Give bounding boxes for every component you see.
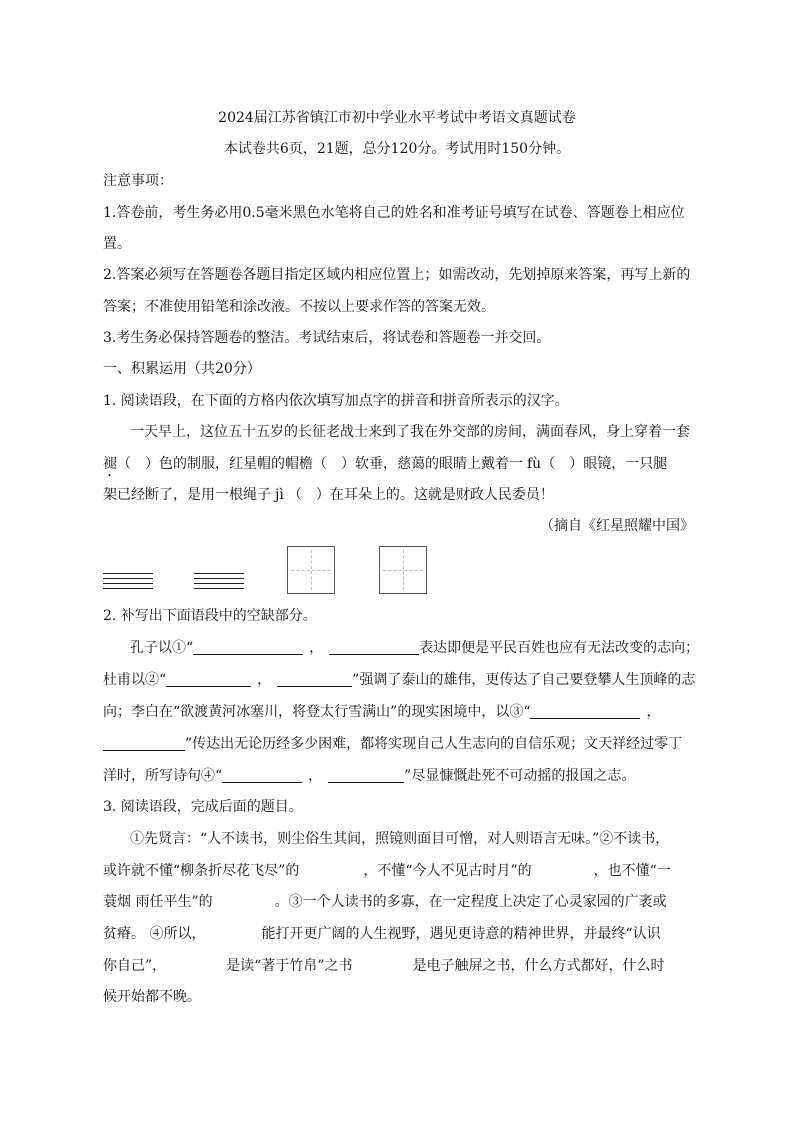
q2-line-4: ”传达出无论历经多少困难，都将实现自己人生志向的自信乐观；文天祥经过零丁 xyxy=(103,734,682,754)
character-grid-box-2[interactable] xyxy=(379,546,427,594)
q3-line-5: 你自己”， 是读“著于竹帛”之书 是电子触屏之书，什么方式都好，什么时 xyxy=(103,958,665,974)
q3-line-2: 或许就不懂“柳条折尽花飞尽”的 ，不懂“今人不见古时月”的 ，也不懂“一 xyxy=(103,863,671,879)
q2-line-5: 洋时，所写诗句④“ ， ”尽显慷慨赴死不可动摇的报国之志。 xyxy=(103,768,636,784)
character-grid-box-1[interactable] xyxy=(287,546,335,594)
note-1-line-1: 1.答卷前，考生务必用0.5毫米黑色水笔将自己的姓名和准考证号填写在试卷、答题卷上相应位 xyxy=(103,205,685,221)
q2-line-3: 向；李白在“欲渡黄河冰塞川，将登太行雪满山”的现实困境中，以③“ ， xyxy=(103,704,661,720)
pinyin-answer-lines-2[interactable] xyxy=(194,573,244,593)
note-3: 3.考生务必保持答题卷的整洁。考试结束后，将试卷和答题卷一并交回。 xyxy=(103,330,551,346)
q2-blank-2b[interactable] xyxy=(277,671,352,687)
q2-blank-4a[interactable] xyxy=(222,767,302,783)
q2-line-2: 杜甫以②“ ， ”强调了泰山的雄伟，更传达了自己要登攀人生顶峰的志 xyxy=(103,672,696,688)
exam-title: 2024届江苏省镇江市初中学业水平考试中考语文真题试卷 xyxy=(218,110,576,126)
q3-line-3: 蓑烟 雨任平生”的 。③一个人读书的多寡，在一定程度上决定了心灵家园的广袤或 xyxy=(103,894,667,910)
q2-blank-3b[interactable] xyxy=(103,735,185,751)
note-2-line-2: 答案；不准使用铅笔和涂改液。不按以上要求作答的答案无效。 xyxy=(103,299,495,315)
q2-blank-1a[interactable] xyxy=(193,639,303,655)
exam-subtitle: 本试卷共6页，21题，总分120分。考试用时150分钟。 xyxy=(223,141,571,157)
q2-stem: 2. 补写出下面语段中的空缺部分。 xyxy=(103,608,317,624)
note-2-line-1: 2.答案必须写在答题卷各题目指定区域内相应位置上；如需改动，先划掉原来答案，再写上新的 xyxy=(103,267,691,283)
q3-stem: 3. 阅读语段，完成后面的题目。 xyxy=(103,799,303,815)
q1-passage-line-2: 褪（ ）色的制服，红星帽的帽檐（ ）软垂，慈蔼的眼睛上戴着一 fù（ ）眼镜，一只腿 xyxy=(103,456,668,472)
q2-blank-4b[interactable] xyxy=(328,767,404,783)
q3-line-6: 候开始都不晚。 xyxy=(103,989,201,1005)
q3-line-1: ①先贤言：“人不读书，则尘俗生其间，照镜则面目可憎，对人则语言无味。”②不读书， xyxy=(130,831,670,847)
notes-heading: 注意事项： xyxy=(103,173,173,189)
pinyin-answer-lines-1[interactable] xyxy=(103,573,153,593)
q1-stem: 1. 阅读语段，在下面的方格内依次填写加点字的拼音和拼音所表示的汉字。 xyxy=(103,393,569,409)
q2-blank-3a[interactable] xyxy=(530,703,640,719)
pinyin-fu: fù xyxy=(527,456,542,472)
section-1-heading: 一、积累运用（共20分） xyxy=(103,361,261,377)
q2-blank-2a[interactable] xyxy=(166,671,251,687)
q1-passage-line-3: 架已经断了，是用一根绳子 jì （ ）在耳朵上的。这就是财政人民委员！ xyxy=(103,487,554,503)
note-1-line-2: 置。 xyxy=(103,236,131,252)
q3-line-4: 贫瘠。 ④所以， 能打开更广阔的人生视野，遇见更诗意的精神世界，并最终“认识 xyxy=(103,926,661,942)
q1-source: （摘自《红星照耀中国》 xyxy=(540,518,694,534)
pinyin-ji: jì xyxy=(275,487,284,503)
q2-line-1: 孔子以①“ ， 表达即便是平民百姓也应有无法改变的志向； xyxy=(130,640,700,656)
q1-passage-line-1: 一天早上，这位五十五岁的长征老战士来到了我在外交部的房间，满面春风，身上穿着一套 xyxy=(130,424,690,440)
q2-blank-1b[interactable] xyxy=(329,639,419,655)
